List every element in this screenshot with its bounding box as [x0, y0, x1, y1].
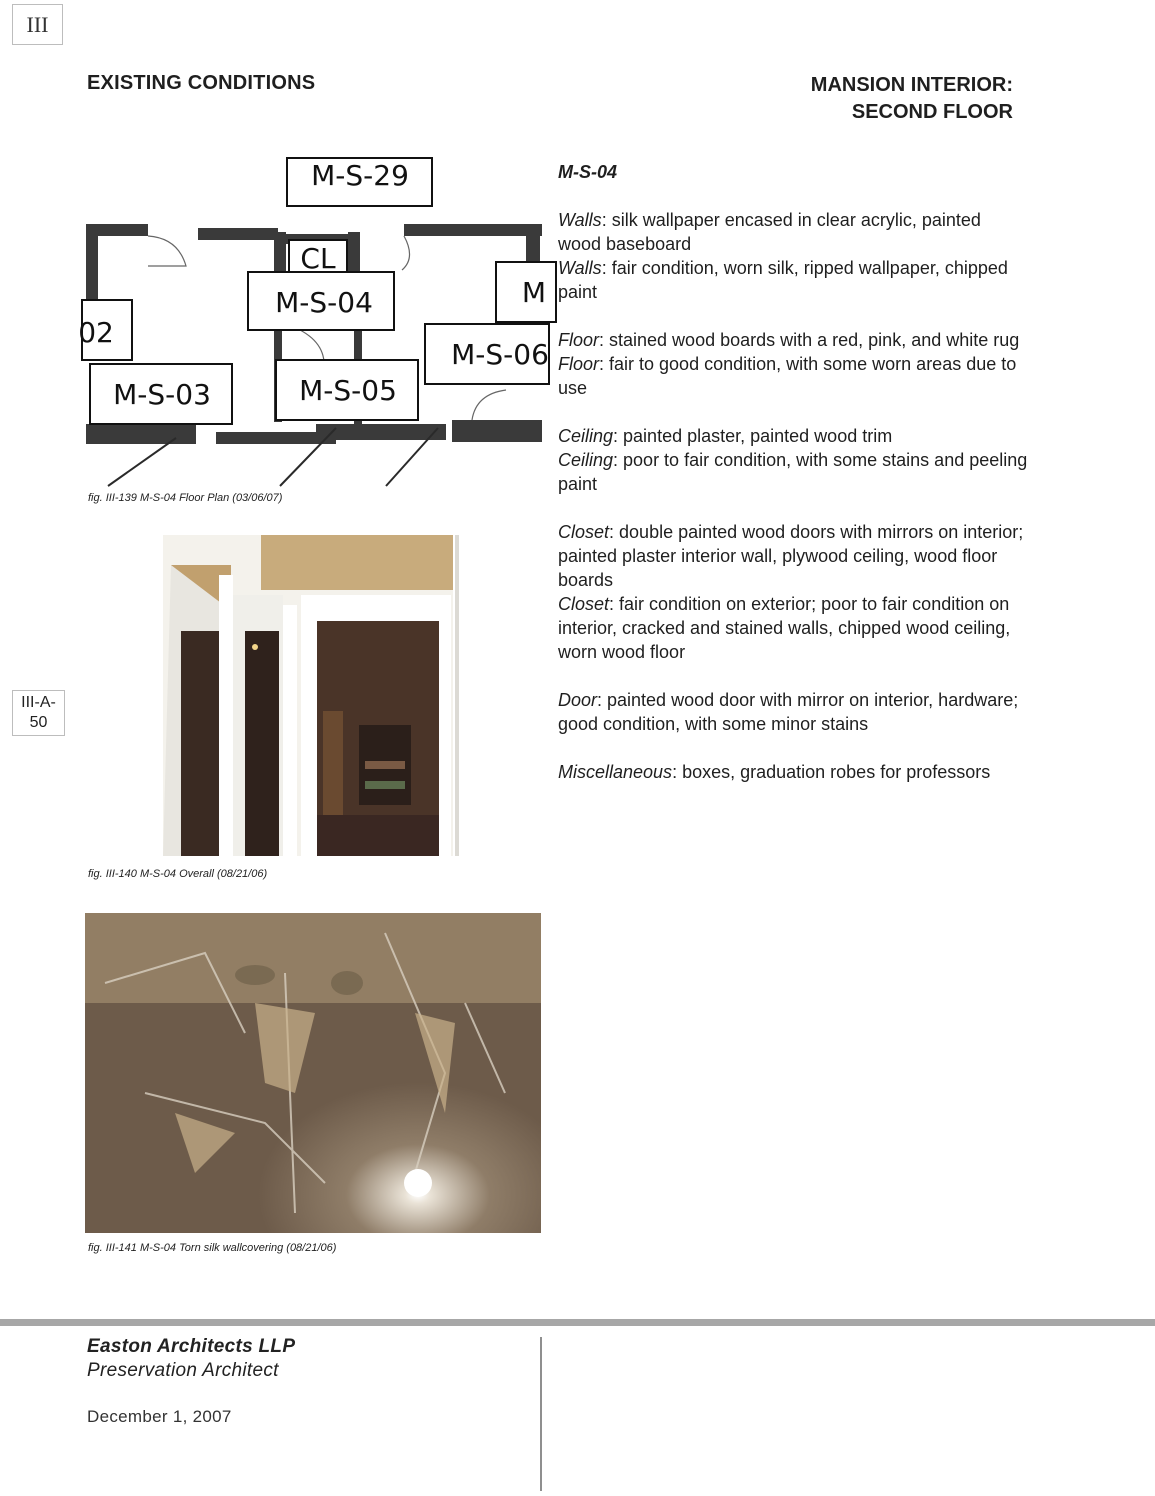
- floor-plan-figure: [78, 158, 549, 486]
- description-line: [558, 520, 1028, 592]
- description-text: : painted wood door with mirror on interior, hardware; good condition, with some minor stains: [558, 690, 1019, 734]
- description-line: [558, 424, 1028, 448]
- description-text: : painted plaster, painted wood trim: [613, 426, 893, 446]
- description-term: Ceiling: [558, 450, 614, 470]
- description-paragraph: [558, 520, 1028, 664]
- room-description: [558, 160, 1028, 808]
- description-term: Ceiling: [558, 426, 614, 446]
- room-overall-image: [141, 535, 483, 856]
- description-line: [558, 592, 1028, 664]
- footer-role: Preservation Architect: [87, 1360, 279, 1381]
- description-line: [558, 352, 1028, 400]
- plan-label-closet: CL: [300, 242, 336, 275]
- description-paragraph: [558, 328, 1028, 400]
- description-text: : double painted wood doors with mirrors on interior; painted plaster interior wall, plywood ceiling, wood floor boards: [558, 522, 1024, 590]
- section-tab: III: [12, 4, 63, 45]
- footer-firm: Easton Architects LLP: [87, 1336, 296, 1357]
- description-term: Floor: [558, 330, 600, 350]
- description-line: [558, 256, 1028, 304]
- description-paragraph: [558, 688, 1028, 736]
- figure-caption-overall: fig. III-140 M-S-04 Overall (08/21/06): [88, 868, 268, 880]
- header-right-line1: MANSION INTERIOR:: [810, 74, 1013, 96]
- description-line: [558, 328, 1028, 352]
- description-paragraphs: [558, 208, 1028, 784]
- header-right: [811, 72, 1013, 126]
- page-number-tab: III-A-50: [12, 690, 65, 736]
- plan-label-m: M: [521, 276, 547, 309]
- description-term: Walls: [558, 210, 602, 230]
- plan-label-m-s-03: M-S-03: [113, 378, 211, 411]
- footer-date: December 1, 2007: [87, 1407, 232, 1426]
- description-text: : fair condition on exterior; poor to fair condition on interior, cracked and stained walls, chipped wood ceiling, worn wood floor: [558, 594, 1011, 662]
- torn-wallcovering-image: [85, 913, 541, 1233]
- figure-caption-floor-plan: fig. III-139 M-S-04 Floor Plan (03/06/07): [88, 492, 283, 504]
- header-left: EXISTING CONDITIONS: [87, 72, 316, 94]
- plan-label-m-s-05: M-S-05: [299, 374, 397, 407]
- description-text: : fair condition, worn silk, ripped wallpaper, chipped paint: [558, 258, 1008, 302]
- description-text: : fair to good condition, with some worn areas due to use: [558, 354, 1017, 398]
- footer-rule: [0, 1319, 1155, 1326]
- plan-label-m-s-29: M-S-29: [311, 159, 409, 192]
- room-id: M-S-04: [558, 162, 618, 182]
- description-paragraph: [558, 424, 1028, 496]
- figure-caption-torn-wallcovering: fig. III-141 M-S-04 Torn silk wallcovering (08/21/06): [88, 1242, 337, 1254]
- description-paragraph: [558, 760, 1028, 784]
- floor-plan-drawing: [78, 158, 549, 486]
- torn-wallcovering-photo: [85, 913, 541, 1233]
- plan-label-m-s-04: M-S-04: [275, 286, 373, 319]
- plan-label-02: 02: [78, 316, 114, 349]
- description-line: [558, 208, 1028, 256]
- header-right-line2: SECOND FLOOR: [851, 101, 1013, 123]
- description-term: Closet: [558, 522, 610, 542]
- description-term: Walls: [558, 258, 602, 278]
- description-paragraph: [558, 208, 1028, 304]
- description-line: [558, 760, 1028, 784]
- plan-label-m-s-06: M-S-06: [451, 338, 549, 371]
- description-text: : stained wood boards with a red, pink, and white rug: [599, 330, 1020, 350]
- description-text: : poor to fair condition, with some stains and peeling paint: [558, 450, 1028, 494]
- description-term: Closet: [558, 594, 610, 614]
- room-overall-photo: [141, 535, 483, 856]
- description-text: : silk wallpaper encased in clear acrylic, painted wood baseboard: [558, 210, 981, 254]
- description-text: : boxes, graduation robes for professors: [672, 762, 991, 782]
- description-term: Door: [558, 690, 598, 710]
- description-line: [558, 448, 1028, 496]
- description-line: [558, 688, 1028, 736]
- description-term: Floor: [558, 354, 600, 374]
- description-term: Miscellaneous: [558, 762, 673, 782]
- footer-divider: [540, 1337, 542, 1491]
